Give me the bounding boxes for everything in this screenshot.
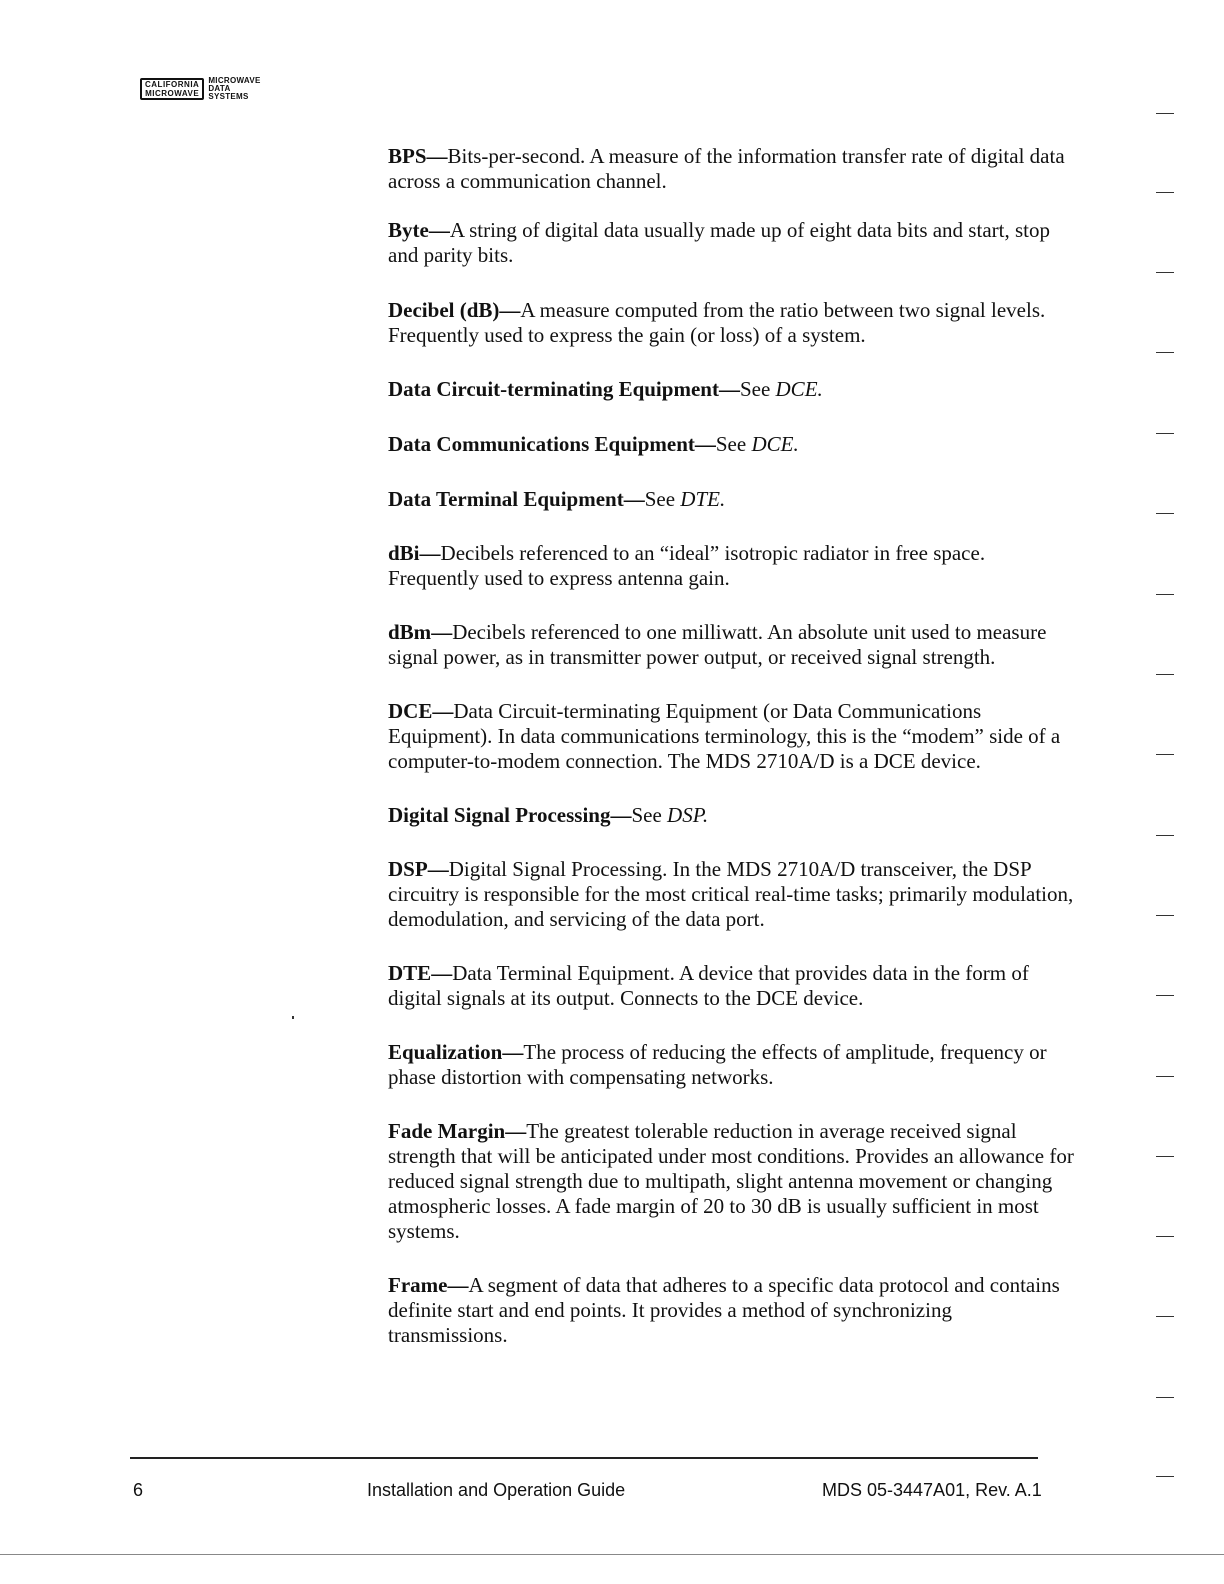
margin-tick-mark: [1156, 1397, 1174, 1398]
glossary-entry-dte: [388, 961, 1076, 1011]
margin-tick-mark: [1156, 352, 1174, 353]
glossary-entry-dbi: [388, 541, 1076, 591]
margin-tick-mark: [1156, 433, 1174, 434]
margin-tick-mark: [1156, 594, 1174, 595]
logo-side-text: [208, 77, 260, 101]
margin-tick-mark: [1156, 835, 1174, 836]
entry-term: Byte: [388, 218, 429, 242]
margin-tick-mark: [1156, 513, 1174, 514]
entry-separator: —: [502, 1040, 524, 1064]
margin-tick-mark: [1156, 995, 1174, 996]
entry-term: dBi: [388, 541, 420, 565]
entry-term: Data Communications Equipment: [388, 432, 695, 456]
entry-term: DSP: [388, 857, 428, 881]
glossary-entry-dce: [388, 699, 1076, 774]
entry-separator: —: [623, 487, 645, 511]
entry-separator: —: [431, 620, 453, 644]
entry-cross-reference: DCE.: [751, 432, 799, 456]
entry-definition: The greatest tolerable reduction in average received signal strength that will be anticipated under most conditions. Provides an allowance for reduced signal strength due to multipath, slight antenna movement or changing atmospheric losses. A fade margin of 20 to 30 dB is usually sufficient in most systems.: [388, 1119, 1074, 1243]
page-number: 6: [133, 1480, 144, 1500]
margin-tick-mark: [1156, 754, 1174, 755]
margin-tick-mark: [1156, 1156, 1174, 1157]
entry-term: Fade Margin: [388, 1119, 506, 1143]
glossary-entry-byte: [388, 218, 1076, 268]
entry-definition: See: [739, 377, 776, 401]
margin-tick-mark: [1156, 915, 1174, 916]
entry-separator: —: [427, 857, 449, 881]
logo-side-line2: DATA: [208, 84, 231, 93]
entry-separator: —: [694, 432, 716, 456]
glossary-entry-digital-signal-processing: [388, 803, 1076, 828]
entry-definition: Data Terminal Equipment. A device that provides data in the form of digital signals at its output. Connects to the DCE device.: [388, 961, 1029, 1010]
entry-definition: Digital Signal Processing. In the MDS 2710A/D transceiver, the DSP circuitry is responsible for the most critical real-time tasks; primarily modulation, demodulation, and servicing of the data port.: [388, 857, 1074, 931]
entry-term: Data Terminal Equipment: [388, 487, 624, 511]
document-number: MDS 05-3447A01, Rev. A.1: [822, 1480, 1042, 1500]
entry-term: Equalization: [388, 1040, 503, 1064]
entry-definition: See: [715, 432, 752, 456]
glossary-entry-equalization: [388, 1040, 1076, 1090]
glossary-entry-data-terminal-equipment: [388, 487, 1076, 512]
entry-separator: —: [428, 218, 450, 242]
entry-separator: —: [499, 298, 521, 322]
entry-definition: See: [631, 803, 668, 827]
entry-definition: Bits-per-second. A measure of the information transfer rate of digital data across a communication channel.: [388, 144, 1065, 193]
entry-separator: —: [447, 1273, 469, 1297]
entry-definition: Decibels referenced to one milliwatt. An absolute unit used to measure signal power, as in transmitter power output, or received signal strength.: [388, 620, 1047, 669]
entry-definition: A measure computed from the ratio between two signal levels. Frequently used to express the gain (or loss) of a system.: [388, 298, 1046, 347]
margin-tick-mark: [1156, 674, 1174, 675]
logo-side-line1: MICROWAVE: [208, 76, 261, 85]
glossary-entry-data-communications-equipment: [388, 432, 1076, 457]
entry-separator: —: [432, 699, 454, 723]
entry-term: DCE: [388, 699, 433, 723]
margin-tick-mark: [1156, 1236, 1174, 1237]
entry-definition: A string of digital data usually made up of eight data bits and start, stop and parity bits.: [388, 218, 1050, 267]
entry-separator: —: [610, 803, 632, 827]
company-logo: [140, 78, 261, 101]
entry-term: dBm: [388, 620, 432, 644]
logo-box-line1: CALIFORNIA: [145, 80, 200, 89]
entry-term: Decibel (dB): [388, 298, 500, 322]
margin-tick-mark: [1156, 192, 1174, 193]
entry-definition: Data Circuit-terminating Equipment (or Data Communications Equipment). In data communications terminology, this is the “modem” side of a computer-to-modem connection. The MDS 2710A/D is a DCE device.: [388, 699, 1061, 773]
logo-box-line2: MICROWAVE: [145, 89, 200, 98]
entry-definition: See: [644, 487, 681, 511]
entry-term: Data Circuit-terminating Equipment: [388, 377, 719, 401]
entry-separator: —: [505, 1119, 527, 1143]
margin-tick-mark: [1156, 1316, 1174, 1317]
entry-definition: A segment of data that adheres to a specific data protocol and contains definite start and end points. It provides a method of synchronizing transmissions.: [388, 1273, 1060, 1347]
glossary-entry-dbm: [388, 620, 1076, 670]
logo-box: [140, 78, 204, 100]
entry-definition: The process of reducing the effects of amplitude, frequency or phase distortion with compensating networks.: [388, 1040, 1047, 1089]
margin-tick-mark: [1156, 272, 1174, 273]
entry-cross-reference: DTE.: [680, 487, 726, 511]
entry-separator: —: [426, 144, 448, 168]
entry-term: DTE: [388, 961, 432, 985]
entry-term: BPS: [388, 144, 427, 168]
entry-definition: Decibels referenced to an “ideal” isotropic radiator in free space. Frequently used to express antenna gain.: [388, 541, 986, 590]
glossary-entry-data-circuit-terminating-equipment: [388, 377, 1076, 402]
margin-tick-mark: [1156, 1076, 1174, 1077]
entry-cross-reference: DSP.: [667, 803, 709, 827]
glossary-entry-bps: [388, 144, 1076, 194]
entry-separator: —: [718, 377, 740, 401]
entry-cross-reference: DCE.: [775, 377, 823, 401]
margin-tick-mark: [1156, 113, 1174, 114]
glossary-entry-decibel: [388, 298, 1076, 348]
glossary-entry-dsp: [388, 857, 1076, 932]
guide-title: Installation and Operation Guide: [367, 1480, 626, 1500]
entry-separator: —: [431, 961, 453, 985]
scan-edge-line: [0, 1554, 1224, 1555]
entry-term: Frame: [388, 1273, 448, 1297]
entry-term: Digital Signal Processing: [388, 803, 611, 827]
glossary-entry-fade-margin: [388, 1119, 1076, 1244]
scan-speck: [292, 1016, 294, 1019]
margin-tick-mark: [1156, 1476, 1174, 1477]
glossary-entry-frame: [388, 1273, 1076, 1348]
logo-side-line3: SYSTEMS: [208, 92, 249, 101]
glossary-entries: [388, 144, 1076, 1348]
entry-separator: —: [419, 541, 441, 565]
footer-rule: [130, 1457, 1038, 1459]
